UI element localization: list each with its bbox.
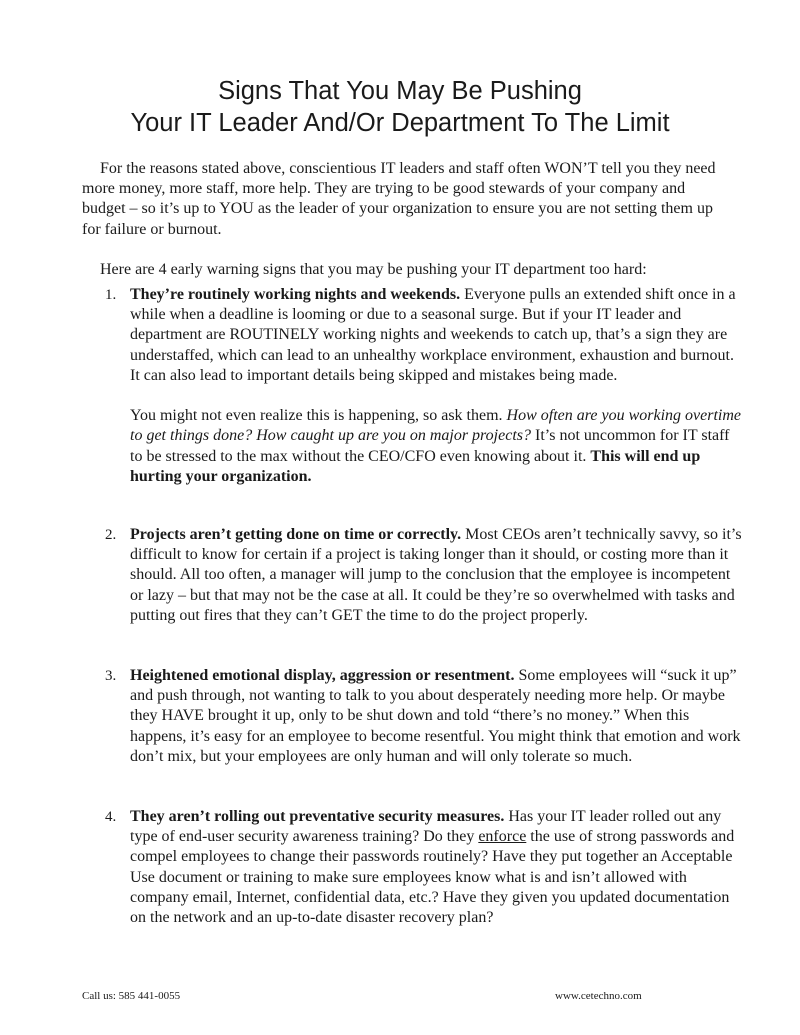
list-item-body <box>130 285 742 487</box>
list-item-heading: Projects aren’t getting done on time or correctly. <box>130 526 462 543</box>
intro-paragraph: For the reasons stated above, conscientious IT leaders and staff often WON’T tell you they need more money, more staff, more help. They are trying to be good stewards of your company and budget – so it’s up to YOU as the leader of your organization to ensure you are not setting them up for failure or burnout. <box>82 160 716 238</box>
list-item-text: Some employees will “suck it up” and push through, not wanting to talk to you about desperately needing more help. Or maybe they HAVE brought it up, only to be shut down and told “there’s no money.” When this happens, it’s easy for an employee to become resentful. You might think that emotion and work don’t mix, but your employees are only human and will only tolerate so much. <box>130 667 741 765</box>
title-line-1: Signs That You May Be Pushing <box>218 77 582 106</box>
list-number: 4. <box>105 809 117 825</box>
list-item-paragraph <box>130 666 742 767</box>
list-item-paragraph <box>130 807 742 928</box>
lead-paragraph: Here are 4 early warning signs that you may be pushing your IT department too hard: <box>100 261 647 278</box>
page-title <box>0 75 800 139</box>
list-item-heading: They’re routinely working nights and weekends. <box>130 286 461 303</box>
list-item-heading: They aren’t rolling out preventative security measures. <box>130 808 505 825</box>
list-item-text: Everyone pulls an extended shift once in a while when a deadline is looming or due to a seasonal surge. But if your IT leader and department are ROUTINELY working nights and weekends to catch up, that’s a sign they are understaffed, which can lead to an unhealthy workplace environment, exhaustion and burnout. It can also lead to important details being skipped and mistakes being made. <box>130 286 736 384</box>
list-item-body <box>130 525 742 626</box>
list-number: 3. <box>105 668 117 684</box>
footer-website: www.cetechno.com <box>555 990 642 1002</box>
underlined-word: enforce <box>478 828 527 846</box>
list-item-body <box>130 666 742 767</box>
list-number: 2. <box>105 527 117 543</box>
title-line-2: Your IT Leader And/Or Department To The Limit <box>130 109 670 138</box>
list-item-text: the use of strong passwords and compel employees to change their passwords routinely? Have they put together an Acceptable Use document or training to make sure employees know what is and isn’t allowed with company email, Internet, confidential data, etc.? Have they given you updated documentation on the network and an up-to-date disaster recovery plan? <box>130 828 735 927</box>
list-item-paragraph <box>130 525 742 626</box>
list-item-heading: Heightened emotional display, aggression or resentment. <box>130 667 515 684</box>
list-item-paragraph <box>130 285 742 386</box>
list-item-text: Most CEOs aren’t technically savvy, so it’s difficult to know for certain if a project is taking longer than it should, or costing more than it should. All too often, a manager will jump to the conclusion that the employee is incompetent or lazy – but that may not be the case at all. It could be they’re so overwhelmed with tasks and putting out fires that they can’t GET the time to do the project properly. <box>130 526 742 624</box>
list-item-text: You might not even realize this is happening, so ask them. <box>130 407 507 425</box>
list-number: 1. <box>105 287 117 303</box>
list-item-body <box>130 807 742 928</box>
footer-phone: Call us: 585 441-0055 <box>82 990 181 1002</box>
list-item-text: It’s not uncommon for IT staff to be stressed to the max without the CEO/CFO even knowing about it. <box>130 427 730 465</box>
bold-warning: This will end up hurting your organization. <box>130 447 701 485</box>
italic-questions: How often are you working overtime to get things done? How caught up are you on major projects? <box>130 407 742 445</box>
list-item-text: Has your IT leader rolled out any type of end-user security awareness training? Do they <box>130 808 722 846</box>
list-item-paragraph-2 <box>130 406 742 487</box>
